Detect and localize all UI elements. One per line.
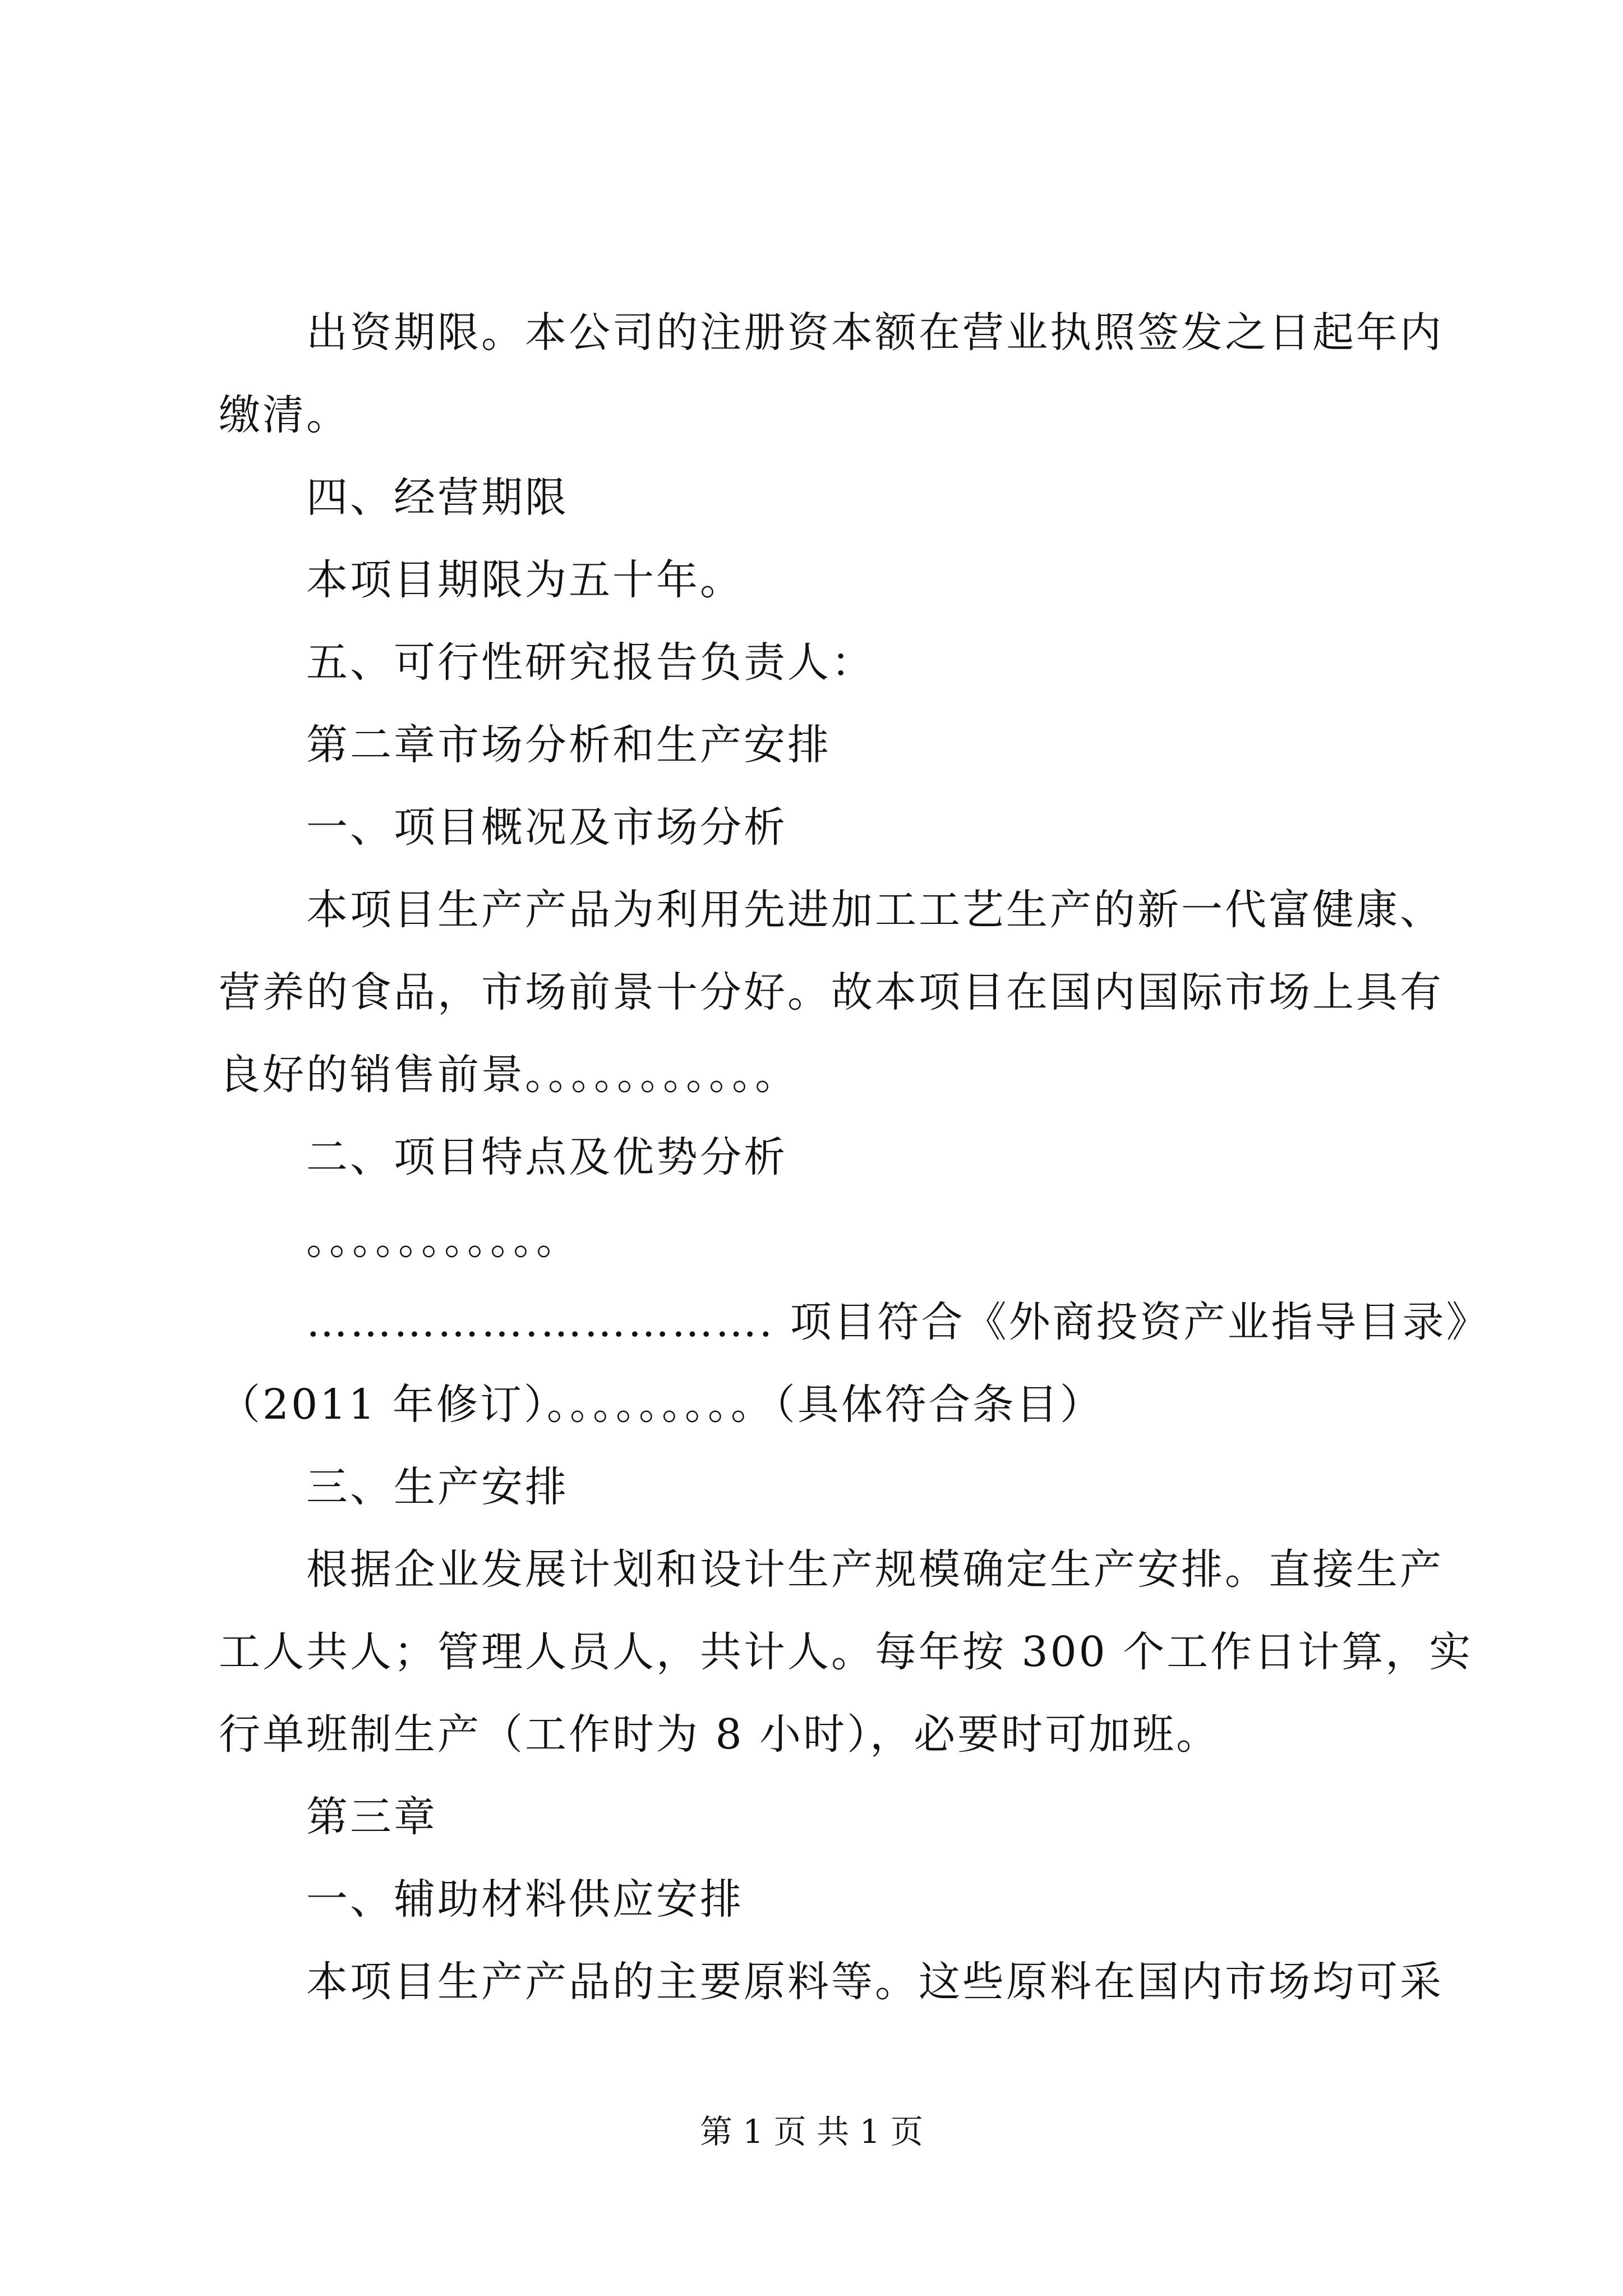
body-line-18: 行单班制生产（工作时为 8 小时），必要时可加班。	[219, 1710, 1220, 1759]
document-body	[219, 292, 1490, 2023]
body-line-10: 良好的销售前景。。。。。。。。。。。	[219, 1051, 799, 1099]
body-line-8: 本项目生产产品为利用先进加工工艺生产的新一代富健康、	[306, 886, 1444, 934]
body-line-9: 营养的食品，市场前景十分好。故本项目在国内国际市场上具有	[219, 968, 1444, 1016]
body-line-1: 出资期限。本公司的注册资本额在营业执照签发之日起年内	[306, 309, 1444, 357]
body-line-17: 工人共人；管理人员人，共计人。每年按 300 个工作日计算，实	[219, 1628, 1473, 1676]
body-line-13: …………….……………. 项目符合《外商投资产业指导目录》	[306, 1298, 1490, 1346]
body-line-21: 本项目生产产品的主要原料等。这些原料在国内市场均可采	[306, 1958, 1444, 2006]
page-footer: 第 1 页 共 1 页	[700, 2113, 923, 2151]
section-heading-features: 二、项目特点及优势分析	[306, 1133, 787, 1181]
section-heading-materials: 一、辅助材料供应安排	[306, 1875, 744, 1924]
chapter-heading-3: 第三章	[306, 1793, 437, 1841]
body-line-12: 。。。。。。。。。。。	[306, 1216, 580, 1264]
chapter-heading-2: 第二章市场分析和生产安排	[306, 721, 831, 769]
section-heading-production: 三、生产安排	[306, 1463, 569, 1511]
body-line-16: 根据企业发展计划和设计生产规模确定生产安排。直接生产	[306, 1545, 1444, 1594]
body-line-2: 缴清。	[219, 391, 350, 439]
body-line-4: 本项目期限为五十年。	[306, 556, 744, 604]
body-line-14: （2011 年修订）。。。。。。。。。（具体符合条目）	[219, 1381, 1104, 1429]
section-heading-project-overview: 一、项目概况及市场分析	[306, 803, 787, 852]
section-heading-operating-period: 四、经营期限	[306, 473, 569, 522]
section-heading-report-lead: 五、可行性研究报告负责人：	[306, 638, 875, 687]
